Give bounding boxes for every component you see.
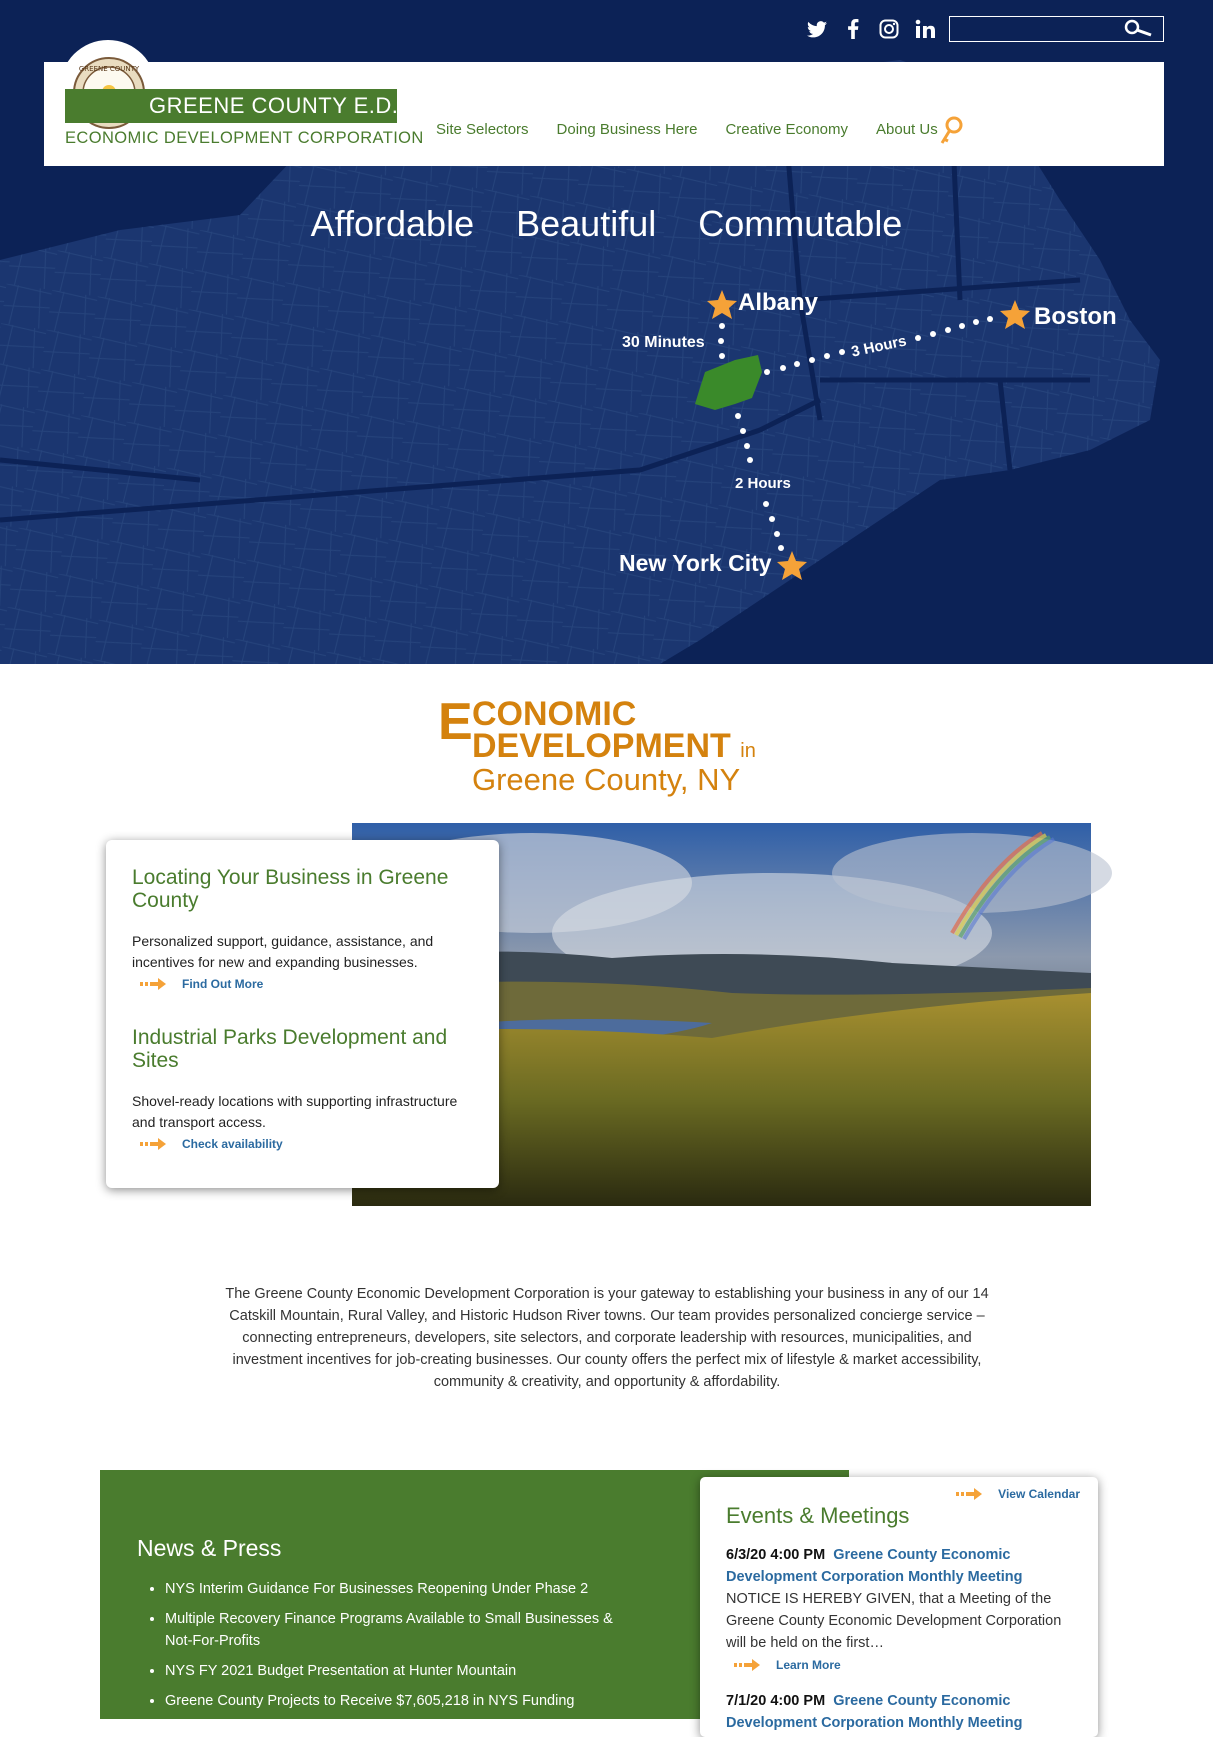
arrow-right-icon: [734, 1658, 762, 1672]
news-title: News & Press: [137, 1535, 282, 1561]
instagram-icon[interactable]: [878, 18, 900, 40]
events-title: Events & Meetings: [726, 1503, 910, 1528]
search-icon: [1121, 17, 1155, 41]
events-card: [700, 1477, 1098, 1737]
news-link[interactable]: Greene County Projects to Receive $7,605,218 in NYS Funding: [165, 1693, 575, 1709]
linkedin-icon[interactable]: [914, 18, 936, 40]
check-availability-link[interactable]: [140, 1137, 283, 1151]
news-item: [165, 1578, 635, 1600]
heading-in: in: [740, 740, 756, 762]
logo-title: GREENE COUNTY E.D.C.: [149, 93, 422, 118]
seal-text-top: GREENE COUNTY: [78, 65, 140, 73]
find-out-more-link[interactable]: [140, 977, 263, 991]
view-calendar-label[interactable]: View Calendar: [998, 1487, 1080, 1501]
card-text-locating: Personalized support, guidance, assistance, and incentives for new and expanding businesses.: [132, 933, 434, 970]
key-icon[interactable]: [936, 115, 966, 147]
boston-label: Boston: [1034, 303, 1117, 330]
arrow-right-icon: [140, 977, 168, 991]
news-item: [165, 1608, 635, 1652]
news-link[interactable]: NYS FY 2021 Budget Presentation at Hunter Mountain: [165, 1663, 517, 1679]
logo-subtitle: ECONOMIC DEVELOPMENT CORPORATION: [65, 129, 424, 147]
news-link[interactable]: Multiple Recovery Finance Programs Available to Small Businesses & Not-For-Profits: [165, 1611, 613, 1649]
news-item: [165, 1660, 635, 1682]
tagline-word: Affordable: [310, 203, 475, 244]
heading-initial: E: [438, 693, 473, 751]
view-calendar-link[interactable]: [956, 1487, 1080, 1501]
main-nav: [436, 121, 938, 138]
facebook-icon[interactable]: [842, 18, 864, 40]
nav-creative-economy[interactable]: Creative Economy: [725, 121, 849, 138]
nyc-label: New York City: [619, 550, 772, 576]
about-paragraph: The Greene County Economic Development Corporation is your gateway to establishing your business in any of our 14 Catskill Mountain, Rural Valley, and Historic Hudson River towns. Our team provides personalized concierge service – connecting entrepreneurs, developers, site selectors, and corporate leadership with resources, municipalities, and investment incentives for job-creating businesses. Our county offers the perfect mix of lifestyle & market accessibility, community & creativity, and opportunity & affordability.: [225, 1286, 989, 1390]
twitter-icon[interactable]: [806, 18, 828, 40]
card-title-locating: Locating Your Business in Greene County: [132, 866, 449, 912]
news-list: [165, 1578, 635, 1720]
check-availability-label[interactable]: Check availability: [182, 1137, 283, 1151]
business-info-card: [106, 840, 499, 1188]
event-title-link[interactable]: Greene County Economic Development Corporation Monthly Meeting: [726, 1693, 1023, 1731]
news-link[interactable]: NYS Interim Guidance For Businesses Reopening Under Phase 2: [165, 1581, 589, 1597]
news-item: [165, 1690, 635, 1712]
search-box: [949, 16, 1164, 42]
nav-about-us[interactable]: About Us: [876, 121, 938, 138]
arrow-right-icon: [140, 1137, 168, 1151]
event-date: 6/3/20 4:00 PM: [726, 1547, 826, 1563]
boston-duration: 3 Hours: [849, 332, 909, 361]
event-date: 7/1/20 4:00 PM: [726, 1693, 826, 1709]
heading-line1: CONOMIC: [472, 695, 637, 733]
event-title-link[interactable]: Greene County Economic Development Corporation Monthly Meeting: [726, 1547, 1023, 1585]
learn-more-label[interactable]: Learn More: [776, 1658, 841, 1672]
event-item: [726, 1544, 1076, 1676]
arrow-right-icon: [956, 1487, 984, 1501]
social-links: [806, 18, 936, 40]
nav-doing-business-here[interactable]: Doing Business Here: [556, 121, 698, 138]
nav-site-selectors[interactable]: Site Selectors: [436, 121, 529, 138]
search-button[interactable]: [1121, 17, 1155, 41]
logo-title-band[interactable]: [65, 89, 422, 123]
search-input[interactable]: [950, 17, 1110, 39]
albany-label: Albany: [738, 289, 819, 316]
card-title-industrial: Industrial Parks Development and Sites: [132, 1026, 448, 1072]
card-text-industrial: Shovel-ready locations with supporting infrastructure and transport access.: [132, 1093, 458, 1130]
albany-duration: 30 Minutes: [622, 334, 705, 351]
learn-more-link[interactable]: [734, 1654, 1076, 1676]
heading-line3: Greene County, NY: [472, 762, 741, 797]
tagline-word: Commutable: [698, 203, 903, 244]
event-description: NOTICE IS HEREBY GIVEN, that a Meeting of the Greene County Economic Development Corporation will be held on the first…: [726, 1591, 1062, 1651]
tagline-word: Beautiful: [516, 203, 657, 244]
event-item: [726, 1690, 1076, 1734]
heading-development: DEVELOPMENT: [472, 727, 731, 765]
find-out-more-label[interactable]: Find Out More: [182, 977, 264, 991]
hero-tagline: [0, 203, 1213, 245]
nyc-duration: 2 Hours: [735, 475, 791, 492]
